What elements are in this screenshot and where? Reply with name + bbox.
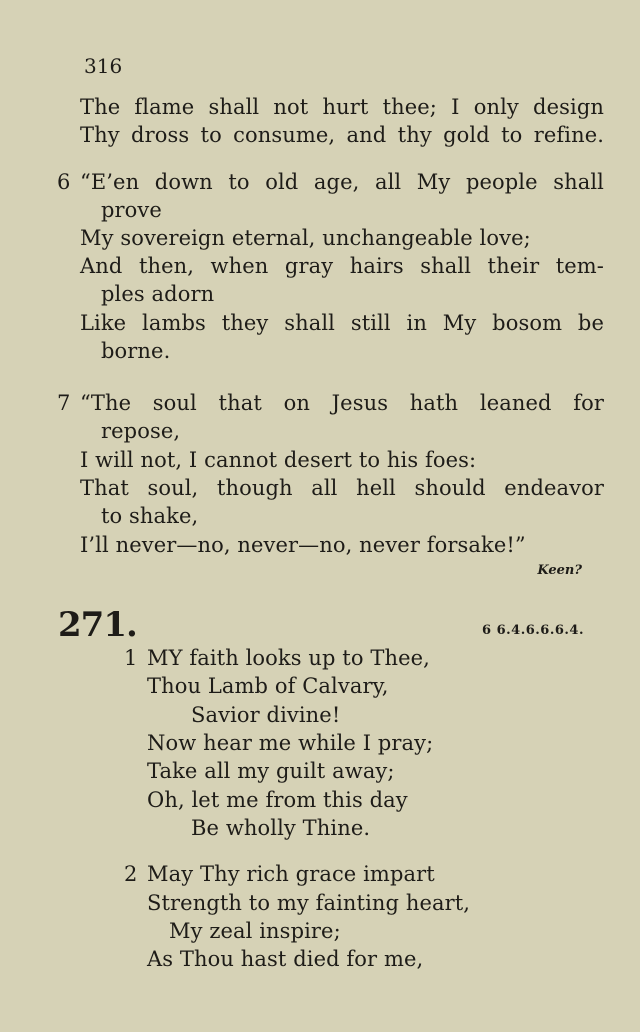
verse-line: My sovereign eternal, unchangeable love;: [80, 226, 531, 250]
verse-line: prove: [101, 198, 162, 222]
verse-line: ples adorn: [101, 282, 215, 306]
stanza-number: 7: [57, 391, 71, 415]
hymn-meter: 6 6.4.6.6.6.4.: [482, 623, 584, 638]
verse-line: May Thy rich grace impart: [147, 862, 435, 886]
stanza-number: 2: [124, 862, 138, 886]
verse-line: “The soul that on Jesus hath leaned for: [80, 391, 604, 415]
verse-line: Strength to my fainting heart,: [147, 891, 471, 915]
verse-line: Now hear me while I pray;: [147, 731, 434, 755]
page-number: 316: [84, 54, 123, 78]
verse-line: repose,: [101, 419, 181, 443]
verse-line: The flame shall not hurt thee; I only design: [80, 95, 604, 119]
verse-line: That soul, though all hell should endeavor: [80, 476, 604, 500]
verse-line: MY faith looks up to Thee,: [147, 646, 430, 670]
verse-line: to shake,: [101, 504, 199, 528]
verse-line: Be wholly Thine.: [191, 816, 371, 840]
verse-line: Like lambs they shall still in My bosom be: [80, 311, 604, 335]
verse-line: Take all my guilt away;: [147, 759, 395, 783]
stanza-number: 1: [124, 646, 138, 670]
verse-line: Savior divine!: [191, 703, 341, 727]
author-attribution: Keen?: [537, 563, 582, 578]
verse-line: borne.: [101, 339, 171, 363]
verse-line: I’ll never—no, never—no, never forsake!”: [80, 533, 526, 557]
verse-line: I will not, I cannot desert to his foes:: [80, 448, 477, 472]
verse-line: Oh, let me from this day: [147, 788, 408, 812]
verse-line: And then, when gray hairs shall their tem-: [80, 254, 604, 278]
hymn-number: 271.: [58, 605, 137, 645]
verse-line: Thou Lamb of Calvary,: [147, 674, 389, 698]
verse-line: My zeal inspire;: [169, 919, 341, 943]
verse-line: As Thou hast died for me,: [147, 947, 424, 971]
verse-line: “E’en down to old age, all My people shall: [80, 170, 604, 194]
stanza-number: 6: [57, 170, 71, 194]
verse-line: Thy dross to consume, and thy gold to refine.: [80, 123, 604, 147]
